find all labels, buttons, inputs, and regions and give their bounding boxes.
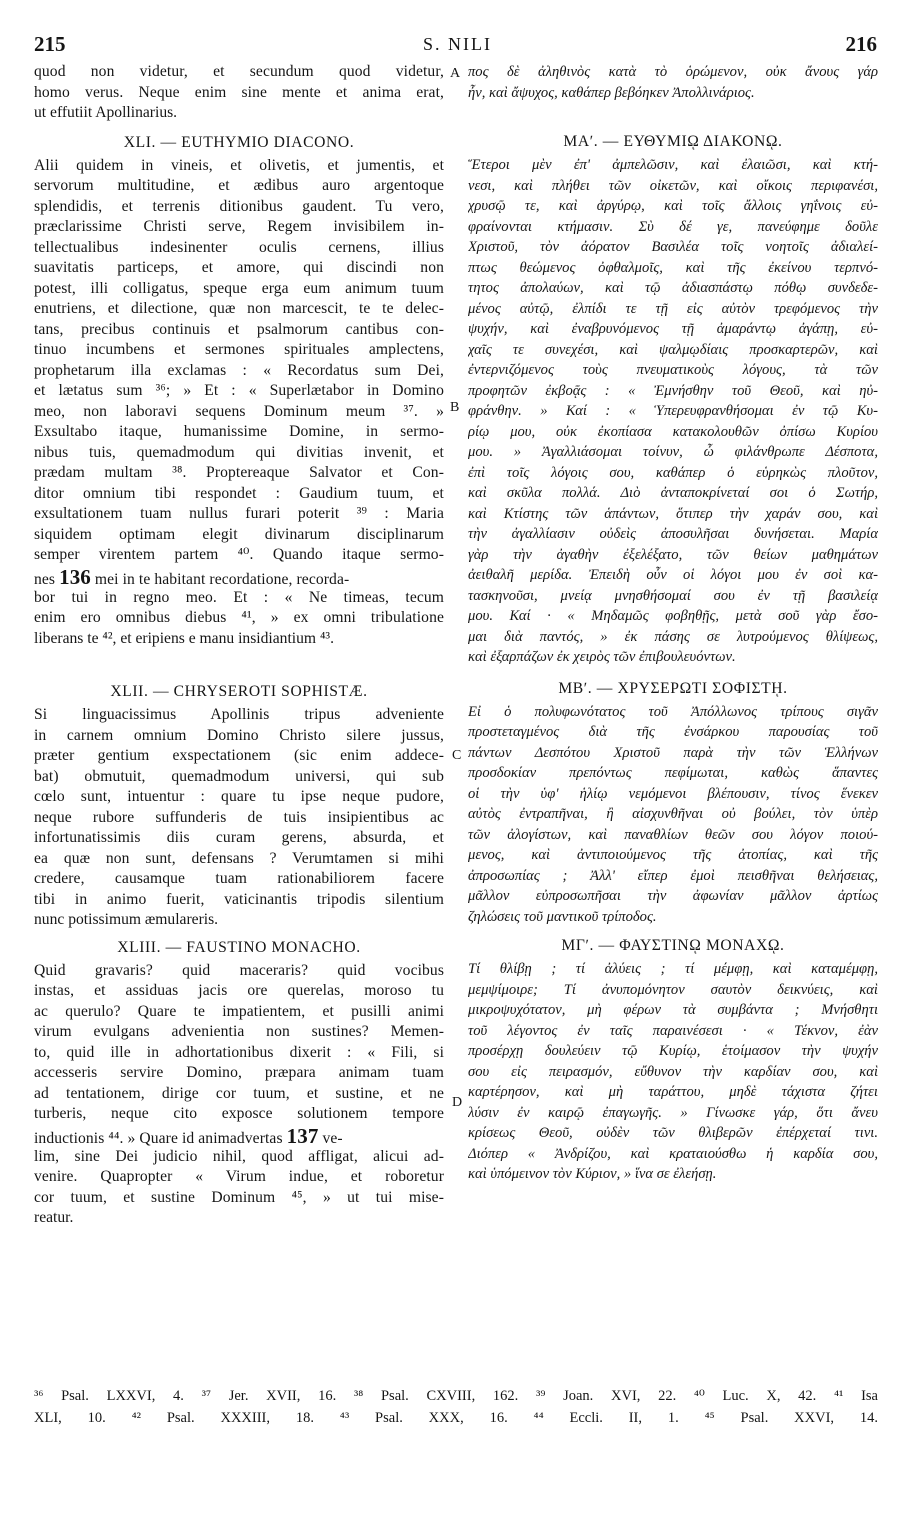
text-line: αὐτὸς ἐντραπῆναι, ἢ αἰσχυνθῆναι οὐ βούλει, τὸν ὑπὲρ [468, 806, 878, 822]
text-line: prophetarum illa exclamas : « Recordatus sum Dei, [34, 361, 444, 379]
footnotes [34, 1385, 878, 1429]
text-line: semper virentem partem ⁴⁰. Quando itaque sermo- [34, 546, 444, 563]
text-line: ἐντερνιζόμενος τοὺς πνευματικοὺς λόγους, τὰ τῶν [468, 362, 878, 378]
text-line: cœlo sunt, intuentur : quare tu ipse neque pudore, [34, 788, 444, 805]
margin-letter-d: D [452, 1095, 463, 1110]
text-line: instas, et assiduas jacis ore querelas, moroso tu [34, 982, 444, 999]
text-line: μου. » Ἀγαλλιάσομαι τοίνυν, ὦ φιλάνθρωπε Δέσποτα, [468, 444, 878, 460]
line-text: ve- [322, 1129, 343, 1147]
text-line: λύσιν ἐν καιρῷ ἐπαγωγῆς. » Γίνωσκε γάρ, ὅτι ἄνευ [468, 1104, 878, 1121]
text-line: enutriens, et dilectione, quæ non marcescit, te te delec- [34, 300, 444, 317]
text-line: ea quæ non sunt, defensans ? Verumtamen si mihi [34, 849, 444, 867]
text-line: accesseris servire Domino, præpara animam tuam [34, 1064, 444, 1081]
text-line: μεμψίμοιρε; Τί ἀνυπομόνητον σαυτὸν δεικνύεις, καὶ [468, 981, 878, 998]
footnote-line: ³⁶ Psal. LXXVI, 4. ³⁷ Jer. XVII, 16. ³⁸ Psal. CXVIII, 162. ³⁹ Joan. XVI, 22. ⁴⁰ Luc. X, 42. ⁴¹ Isa [34, 1388, 878, 1404]
text-line: in carnem omnium Domino Christo silere jussus, [34, 726, 444, 744]
latin-ep41-mark-line [34, 566, 444, 588]
greek-ep42-body [468, 702, 878, 928]
text-line: μαι διὰ παντός, » ἐκ πάσης σε λυτρούμενος θλίψεως, [468, 628, 878, 645]
column-number-136: 136 [59, 564, 91, 589]
latin-ep42-body [34, 705, 444, 931]
latin-ep42-title: XLII. — CHRYSEROTI SOPHISTÆ. [110, 683, 368, 700]
text-line: servorum multitudine, et ædibus auro argentoque [34, 177, 444, 194]
text-line: suavitatis particeps, et amore, qui discindi non [34, 259, 444, 276]
text-line: πος δὲ ἀληθινὸς κατὰ τὸ ὁρώμενον, οὐκ ἄνους γάρ [468, 64, 878, 80]
text-line: prædam multam ³⁸. Proptereaque Salvator et Con- [34, 464, 444, 481]
text-line: meo, non laboravi sequens Dominum meum ³⁷. » [34, 402, 444, 420]
text-line: tibi in animo fuerit, vaticinantis tripodis silentium [34, 890, 444, 908]
margin-letter-c: C [452, 748, 462, 763]
text-line: καὶ ὑπόμεινον τὸν Κύριον, » ἵνα σε ἐλεήσῃ. [468, 1166, 717, 1182]
text-line: virum evulgans advenientia non sustines? Memen- [34, 1023, 444, 1040]
text-line: Alii quidem in vineis, et olivetis, et jumentis, et [34, 156, 444, 174]
text-line: οἱ τὴν ὑφ' ἡλίῳ νεμόμενοι βλέπουσιν, τίνος ἕνεκεν [468, 785, 878, 802]
text-line: venire. Quapropter « Virum indue, et roboretur [34, 1168, 444, 1185]
text-line: homo verus. Neque enim sine mente et anima erat, [34, 83, 444, 101]
line-text: inductionis ⁴⁴. » Quare id animadvertas [34, 1129, 283, 1147]
text-line: προσέρχῃ δουλεύειν τῷ Κυρίῳ, ἑτοίμασον τὴν ψυχήν [468, 1043, 878, 1059]
text-line: infortunatissimis diis curam gerens, absurda, et [34, 829, 444, 846]
text-line: καὶ Κτίστης τῶν ἁπάντων, ὅτιπερ τὴν χαράν σου, καὶ [468, 505, 878, 522]
footnote-line: XLI, 10. ⁴² Psal. XXXIII, 18. ⁴³ Psal. XXX, 16. ⁴⁴ Eccli. II, 1. ⁴⁵ Psal. XXVI, 14. [34, 1410, 878, 1426]
text-line: σου εἰς πειρασμόν, εὔθυνον τὴν καρδίαν σου, καὶ [468, 1063, 878, 1080]
text-line: nibus tuis, quemadmodum qui divitias invenit, et [34, 443, 444, 461]
margin-letter-a: A [450, 66, 461, 81]
text-line: cor tuum, et sustine Dominum ⁴⁵, » ut tui mise- [34, 1188, 444, 1206]
text-line: credere, causamque tuam rationabiliorem facere [34, 870, 444, 887]
text-line: tans, precibus continuis et psalmorum cantibus con- [34, 320, 444, 338]
text-line: κρίσεως Θεοῦ, οὐδὲν τῶν θλιβερῶν ἐπέρχεταί τινι. [468, 1125, 878, 1141]
text-line: τητος ἀπολαύων, καὶ τῷ ἀδιασπάστῳ πόθῳ συνδεδε- [468, 280, 878, 296]
text-line: Τί θλίβῃ ; τί ἀλύεις ; τί μέμφῃ, καὶ καταμέμφῃ, [468, 961, 878, 977]
greek-column [468, 62, 878, 1185]
text-line: neque rubore suffunderis de tuis insipientibus ac [34, 808, 444, 826]
text-line: μου. Καί · « Μηδαμῶς φοβηθῇς, μετὰ σοῦ γὰρ ἔσο- [468, 608, 878, 624]
latin-ep43-title: XLIII. — FAUSTINO MONACHO. [117, 938, 361, 956]
text-line: καὶ σκῦλα πολλά. Διὸ ἀνταποκρίνεταί σοι ὁ Σωτήρ, [468, 485, 878, 501]
text-line: to, quid ille in adhortationibus dixerit : « Fili, si [34, 1043, 444, 1061]
text-line: reatur. [34, 1209, 74, 1226]
text-line: χρυσῷ τε, καὶ ἀργύρῳ, καὶ τοῖς ἄλλοις γηΐνοις εὐ- [468, 198, 878, 214]
text-line: præter gentium exspectationem (sic enim addece- [34, 747, 444, 764]
text-line: τασκηνοῦσι, μνείᾳ μνησθήσομαί σου ἐν τῇ βασιλείᾳ [468, 587, 878, 604]
text-line: τὴν ἀγαλλίασιν οὐδεὶς ἀποσυλῆσαι δυνήσεται. Μαρία [468, 526, 878, 542]
text-line: προφητῶν ἐκβοᾷς : « Ἐμνήσθην τοῦ Θεοῦ, καὶ ηὐ- [468, 382, 878, 399]
text-line: Χριστοῦ, τὸν ἀόρατον Βασιλέα τοῖς νοητοῖς ἀδιαλεί- [468, 239, 878, 255]
latin-ep41-body [34, 156, 444, 566]
text-line: νεσι, καὶ πλήθει τῶν οἰκετῶν, καὶ οἴκοις περιφανέσι, [468, 177, 878, 194]
text-line: ad tentationem, dirige cor tuum, et sustine, et ne [34, 1084, 444, 1102]
latin-column [34, 62, 444, 1229]
text-line: πάντων Δεσπότου Χριστοῦ παρὰ τὴν τῶν Ἑλλήνων [468, 744, 878, 761]
text-line: μᾶλλον εὐπροσωπῆσαι τὴν ἀφωνίαν μᾶλλον ἀρτίως [468, 888, 878, 904]
text-line: liberans te ⁴², et eripiens e manu insidiantium ⁴³. [34, 629, 334, 647]
text-line: enim ero omnibus diebus ⁴¹, » ex omni tribulatione [34, 609, 444, 626]
text-line: Exsultabo itaque, humanissime Domine, in sermo- [34, 423, 444, 440]
text-line: bor tui in regno meo. Et : « Ne timeas, tecum [34, 588, 444, 606]
text-line: ut effutiit Apollinarius. [34, 104, 178, 121]
latin-intro [34, 62, 444, 124]
text-line: ditor omnium tibi respondet : Gaudium tuum, et [34, 484, 444, 502]
text-line: μενος, καὶ ἀντιποιούμενος τῆς ἀτοπίας, καὶ τῆς [468, 847, 878, 863]
text-line: πτως θεώμενος ὀφθαλμοῖς, καὶ τῆς ἐκείνου τερπνό- [468, 259, 878, 276]
latin-ep41-title: XLI. — EUTHYMIO DIACONO. [123, 133, 355, 151]
text-line: ἐπὶ τοῖς λόγοις σου, καθάπερ ὁ εὑρηκὼς πλοῦτον, [468, 464, 878, 481]
greek-ep41-title: ΜΑʹ. — ΕΥΘΥΜΙῼ ΔΙΑΚΟΝῼ. [563, 133, 783, 150]
greek-intro [468, 62, 878, 103]
text-line: Διόπερ « Ἀνδρίζου, καὶ κραταιούσθω ἡ καρδία σου, [468, 1145, 878, 1162]
text-line: tinuo incumbens et sermones spirituales amplectens, [34, 341, 444, 358]
greek-ep41-body [468, 155, 878, 668]
running-head: S. NILI [423, 34, 492, 54]
text-line: τοῦ λέγοντος ἐν ταῖς παραινέσεσι · « Τέκνον, ἐὰν [468, 1022, 878, 1039]
text-line: et lætatus sum ³⁶; » Et : « Superlætabor in Domino [34, 382, 444, 399]
text-line: καρτέρησον, καὶ μὴ ταράττου, μηδὲ τάχιστα ζήτει [468, 1084, 878, 1100]
latin-ep43-mark-line [34, 1125, 444, 1147]
text-line: μικροψυχότατον, μὴ φέρων τὰ συμβάντα ; Μνήσθητι [468, 1002, 878, 1018]
text-line: quod non videtur, et secundum quod videtur, [34, 63, 444, 80]
text-line: φράνθην. » Καί : « Ὑπερευφρανθήσομαι ἐν τῷ Κυ- [468, 403, 878, 419]
latin-ep41-end [34, 588, 444, 650]
latin-ep43-body [34, 961, 444, 1125]
column-number-137: 137 [286, 1123, 319, 1148]
text-line: exsultationem tuam nullus furari poterit ³⁹ : Maria [34, 505, 444, 522]
greek-ep42-title: ΜΒʹ. — ΧΡΥΣΕΡΩΤΙ ΣΟΦΙΣΤῌ. [558, 679, 788, 697]
text-line: Si linguacissimus Apollinis tripus adveniente [34, 706, 444, 723]
text-line: ρίῳ μου, οὐκ ἐκοπίασα κατακολουθῶν ὀπίσω Κυρίου [468, 423, 878, 440]
text-line: turberis, neque cito exposce solutionem tempore [34, 1105, 444, 1122]
text-line: Εἰ ὁ πολυφωνότατος τοῦ Ἀπόλλωνος τρίπους σιγᾶν [468, 703, 878, 720]
left-page-number: 215 [34, 32, 66, 56]
greek-ep43-body [468, 959, 878, 1185]
text-line: καὶ ἐξαρπάζων ἐκ χειρὸς τῶν ἐπιβουλευόντων. [468, 649, 736, 665]
greek-ep43-title: ΜΓʹ. — ΦΑΥΣΤΙΝῼ ΜΟΝΑΧῼ. [561, 937, 785, 954]
latin-ep43-end [34, 1147, 444, 1229]
text-line: τῶν ἀλογίστων, καὶ παναθλίων θεῶν σου λόγον ποιού- [468, 826, 878, 843]
text-line: χαῖς τε συνεχέσι, καὶ ψαλμῳδίαις προσκαρτερῶν, καὶ [468, 341, 878, 358]
margin-letter-b: B [450, 400, 460, 415]
line-text: mei in te habitant recordatione, recorda- [94, 570, 350, 588]
text-line: præclarissime Christi serve, Regem invisibilem in- [34, 218, 444, 235]
right-page-number: 216 [845, 32, 877, 56]
text-line: nunc potissimum æmulareris. [34, 911, 219, 928]
text-line: ψυχήν, καὶ ἐναβρυνόμενος τῇ ἀμαράντῳ ἀγάπῃ, εὐ- [468, 321, 878, 337]
text-line: προστεταγμένος διὰ τῆς ἐνσάρκου παρουσίας τοῦ [468, 724, 878, 740]
text-line: siquidem optimam elegit divinarum disciplinarum [34, 525, 444, 543]
text-line: ac querulo? Quare te impatientem, et pusilli animi [34, 1002, 444, 1020]
text-line: προσδοκίαν πρεπόντως πεφίμωται, καθὼς ἅπαντες [468, 765, 878, 781]
text-line: φραίνονται κτήμασιν. Σὺ δέ γε, πανεύφημε δοῦλε [468, 218, 878, 235]
text-line: potest, illi colligatus, speque erga eum animum tuum [34, 279, 444, 297]
text-line: Quid gravaris? quid maceraris? quid vocibus [34, 961, 444, 979]
text-line: ζηλώσεις τοῦ μαντικοῦ τρίποδος. [468, 908, 657, 925]
line-text: nes [34, 570, 56, 588]
text-line: tellectualibus indesinenter oculis cernens, illius [34, 238, 444, 256]
text-line: bat) obmutuit, quemadmodum universi, qui sub [34, 767, 444, 785]
text-line: Ἕτεροι μὲν ἐπ' ἀμπελῶσιν, καὶ ἐλαιῶσι, καὶ κτή- [468, 157, 878, 173]
text-line: γὰρ τὴν ἀγαθὴν ἐξελέξατο, τῶν θείων μαθημάτων [468, 546, 878, 563]
text-line: ἀειθαλῆ μερίδα. Ἐπειδὴ οὖν οἱ λόγοι μου ἐν σοὶ κα- [468, 567, 878, 583]
page-header [32, 32, 883, 56]
text-line: ἀπροσωπίας ; Ἀλλ' εἴπερ ἐμοὶ πεισθῆναι θελήσειας, [468, 867, 878, 884]
text-line: μένος αὐτῷ, ἐλπίδι τε τῇ εἰς αὐτὸν τρεφόμενος τὴν [468, 300, 878, 317]
text-line: lim, sine Dei judicio nihil, quod affligat, alicui ad- [34, 1147, 444, 1165]
text-line: splendidis, et terrenis ditionibus gaudent. Tu vero, [34, 197, 444, 215]
text-line: ἦν, καὶ ἄψυχος, καθάπερ βεβόηκεν Ἀπολλινάριος. [468, 84, 755, 101]
